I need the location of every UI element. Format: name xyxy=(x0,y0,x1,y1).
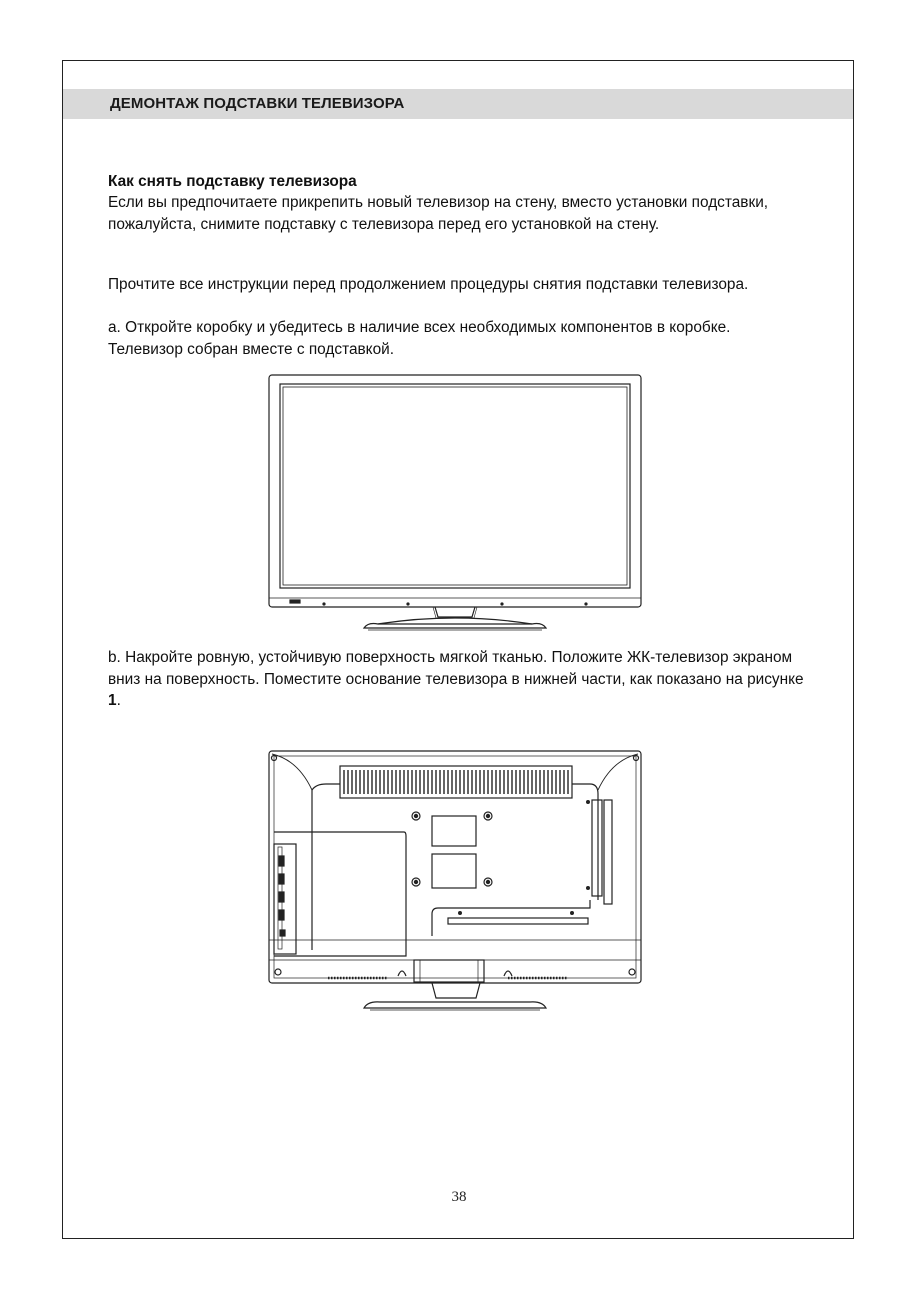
figure-reference: 1 xyxy=(108,692,117,709)
tv-front-illustration xyxy=(268,374,642,632)
tv-rear-illustration xyxy=(268,750,642,1012)
read-instructions-paragraph: Прочтите все инструкции перед продолжением процедуры снятия подставки телевизора. xyxy=(108,276,749,293)
section-header-bar xyxy=(63,89,853,119)
step-b-text: b. Накройте ровную, устойчивую поверхность мягкой тканью. Положите ЖК-телевизор экраном вниз на поверхность. Поместите основание телевизора в нижней части, как показано на рисунке xyxy=(108,649,804,688)
page-title: ДЕМОНТАЖ ПОДСТАВКИ ТЕЛЕВИЗОРА xyxy=(110,95,405,112)
step-b-end: . xyxy=(116,692,121,709)
section-heading: Как снять подставку телевизора xyxy=(108,173,357,190)
intro-paragraph: Если вы предпочитаете прикрепить новый телевизор на стену, вместо установки подставки, пожалуйста, снимите подставку с телевизора перед его установкой на стену. xyxy=(108,194,769,233)
step-a-paragraph: a. Откройте коробку и убедитесь в наличие всех необходимых компонентов в коробке. Телевизор собран вместе с подставкой. xyxy=(108,319,731,358)
step-b-paragraph xyxy=(108,647,808,712)
page-number: 38 xyxy=(451,1189,467,1205)
